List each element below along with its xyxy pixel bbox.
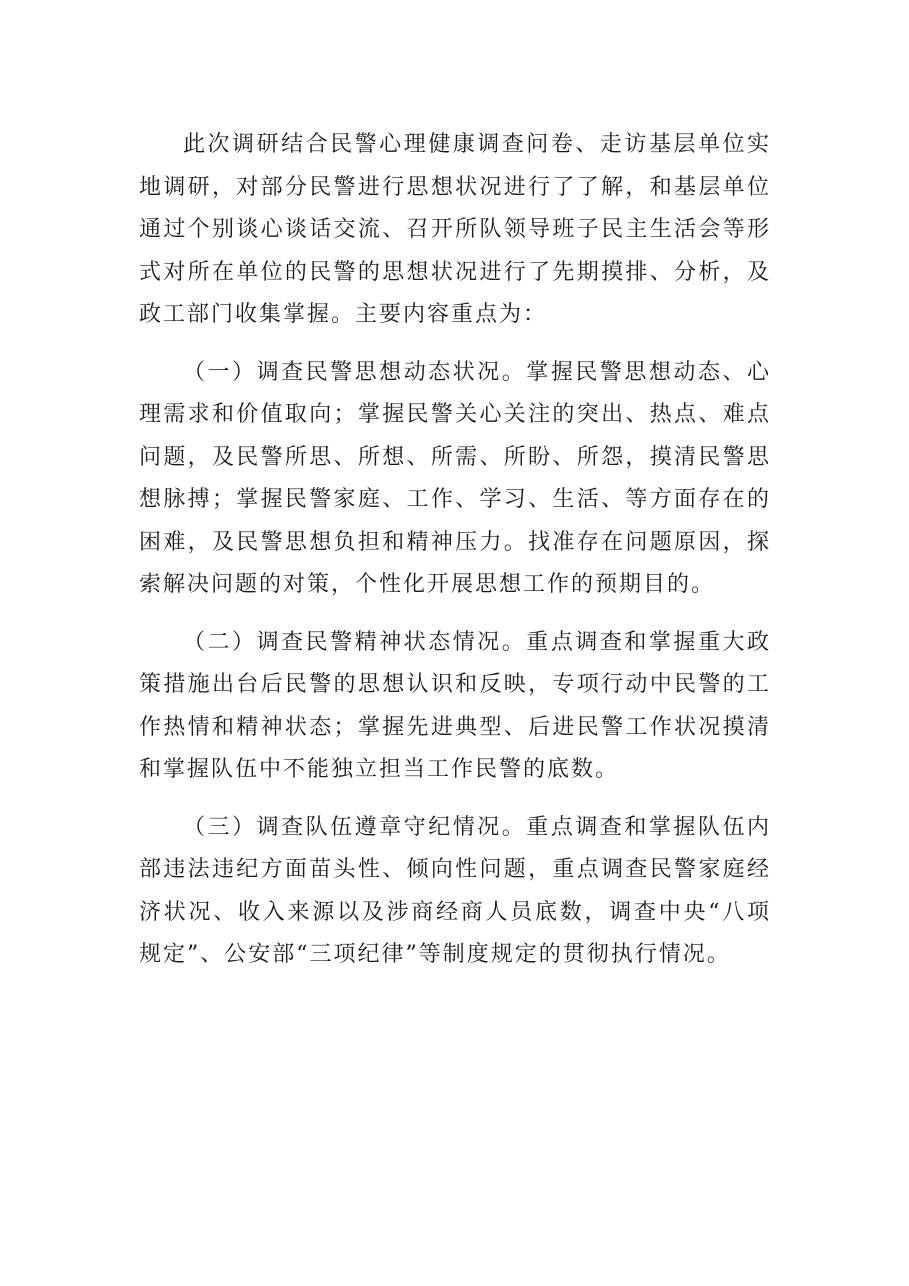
section-1-paragraph: （一）调查民警思想动态状况。掌握民警思想动态、心理需求和价值取向；掌握民警关心关注的突出、热点、难点问题，及民警所思、所想、所需、所盼、所怨，摸清民警思想脉搏；掌握民警家庭、工作、学习、生活、等方面存在的困难，及民警思想负担和精神压力。找准存在问题原因，探索解决问题的对策，个性化开展思想工作的预期目的。 (139, 359, 771, 597)
section-3-paragraph: （三）调查队伍遵章守纪情况。重点调查和掌握队伍内部违法违纪方面苗头性、倾向性问题，重点调查民警家庭经济状况、收入来源以及涉商经商人员底数，调查中央“八项规定”、公安部“三项纪律”等制度规定的贯彻执行情况。 (139, 814, 771, 967)
section-2-paragraph: （二）调查民警精神状态情况。重点调查和掌握重大政策措施出台后民警的思想认识和反映，专项行动中民警的工作热情和精神状态；掌握先进典型、后进民警工作状况摸清和掌握队伍中不能独立担当工作民警的底数。 (139, 629, 771, 782)
intro-paragraph: 此次调研结合民警心理健康调查问卷、走访基层单位实地调研，对部分民警进行思想状况进行了了解，和基层单位通过个别谈心谈话交流、召开所队领导班子民主生活会等形式对所在单位的民警的思想状况进行了先期摸排、分析，及政工部门收集掌握。主要内容重点为： (139, 132, 771, 327)
document-body (139, 124, 771, 977)
